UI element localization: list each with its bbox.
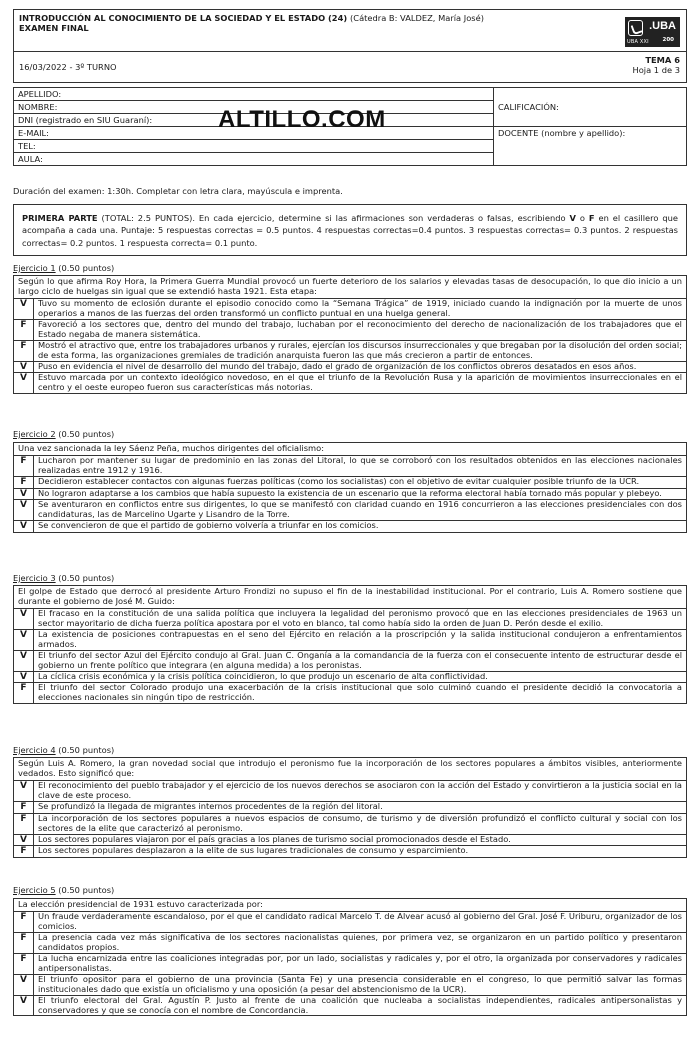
option-text: No lograron adaptarse a los cambios que había supuesto la existencia de un escenario que la reforma electoral había tornado más popular y plebeyo. <box>34 488 687 500</box>
option-row <box>14 361 687 373</box>
field-nombre[interactable]: NOMBRE: <box>14 101 494 114</box>
answer-box[interactable]: V <box>14 500 34 521</box>
header-title-row <box>14 10 686 52</box>
answer-box[interactable]: V <box>14 373 34 394</box>
exercise-stem: La elección presidencial de 1931 estuvo caracterizada por: <box>14 899 687 912</box>
exercise-stem: El golpe de Estado que derrocó al presidente Arturo Frondizi no supuso el fin de la inestabilidad institucional. Por el contrario, Luis A. Romero sostiene que durante el gobierno de José M. Guido: <box>14 586 687 609</box>
option-text: La lucha encarnizada entre las coaliciones integradas por, por un lado, socialistas y radicales y, por el otro, la organizada por conservadores y radicales antipersonalistas. <box>34 953 687 974</box>
option-text: Favoreció a los sectores que, dentro del mundo del trabajo, luchaban por el reconocimiento del derecho de nacionalización de los trabajadores que el Estado negaba de manera sistemática. <box>34 319 687 340</box>
answer-box[interactable]: F <box>14 319 34 340</box>
exercise-table <box>13 275 687 394</box>
option-text: La presencia cada vez más significativa de los sectores nacionalistas quienes, por primera vez, se organizaron en un partido político y presentaron candidatos propios. <box>34 932 687 953</box>
option-row <box>14 974 687 995</box>
exercise-title <box>13 745 114 755</box>
primera-parte-title: PRIMERA PARTE <box>22 213 98 223</box>
exercise-table <box>13 898 687 1016</box>
option-row <box>14 911 687 932</box>
instr-text-a: (TOTAL: 2.5 PUNTOS). En cada ejercicio, determine si las afirmaciones son verdaderas o falsas, escribiendo <box>97 213 570 223</box>
option-text: Estuvo marcada por un contexto ideológico novedoso, en el que el triunfo de la Revolución Rusa y la aparición de movimientos insurreccionales en el centro y el oeste europeo fueron sus características más notorias. <box>34 373 687 394</box>
option-text: La cíclica crisis económica y la crisis política coincidieron, lo que produjo un escenario de alta conflictividad. <box>34 671 687 683</box>
answer-box[interactable]: F <box>14 932 34 953</box>
exercise-points: (0.50 puntos) <box>55 573 115 583</box>
exercise-stem: Según Luis A. Romero, la gran novedad social que introdujo el peronismo fue la incorporación de los sectores populares a ámbitos visibles, anteriormente vedados. Esto significó que: <box>14 758 687 781</box>
option-row <box>14 780 687 801</box>
option-row <box>14 650 687 671</box>
watermark: ALTILLO.COM <box>218 106 386 133</box>
answer-box[interactable]: V <box>14 608 34 629</box>
option-text: El triunfo del sector Azul del Ejército condujo al Gral. Juan C. Onganía a la comandancia de la fuerza con el consecuente intento de estructurar desde el gobierno un frente político que integrara (en alguna medida) a los peronistas. <box>34 650 687 671</box>
answer-box[interactable]: V <box>14 780 34 801</box>
tema-info <box>632 55 680 76</box>
option-text: Mostró el atractivo que, entre los trabajadores urbanos y rurales, ejercían los discursos insurreccionales y que bregaban por la disolución del orden social; de esta forma, las organizaciones gremiales de tradición anarquista fueron las que más crecieron a partir de entonces. <box>34 340 687 361</box>
field-email[interactable]: E-MAIL: <box>14 127 494 140</box>
option-row <box>14 995 687 1016</box>
option-row <box>14 521 687 533</box>
option-row <box>14 608 687 629</box>
answer-box[interactable]: F <box>14 813 34 834</box>
exercise-table <box>13 442 687 533</box>
option-row <box>14 953 687 974</box>
logo-sub-text: 200 <box>662 37 674 44</box>
instr-text-b: en el casillero que acompaña a cada una. Puntaje: 5 respuestas correctas = 0.5 puntos. 4 respuestas correctas=0.4 puntos. 3 respuestas correctas= 0.3 puntos. 2 respuestas correctas= 0.2 puntos. 1 respuesta correcta= 0.1 punto. <box>22 213 679 248</box>
field-tel[interactable]: TEL: <box>14 140 494 153</box>
option-row <box>14 476 687 488</box>
answer-box[interactable]: F <box>14 683 34 704</box>
exercise-label: Ejercicio 4 <box>13 745 56 755</box>
option-row <box>14 834 687 846</box>
exam-date: 16/03/2022 - 3º TURNO <box>19 62 117 72</box>
answer-box[interactable]: V <box>14 629 34 650</box>
exercise-points: (0.50 puntos) <box>55 429 115 439</box>
exercise-table <box>13 757 687 858</box>
course-title: INTRODUCCIÓN AL CONOCIMIENTO DE LA SOCIEDAD Y EL ESTADO (24) (Cátedra B: VALDEZ, María José) <box>19 13 484 23</box>
option-text: Lucharon por mantener su lugar de predominio en las zonas del Litoral, lo que se corroboró con los resultados obtenidos en las elecciones nacionales realizadas entre 1912 y 1916. <box>34 455 687 476</box>
exercise-title <box>13 429 114 439</box>
logo-left-text: UBA XXI <box>627 38 649 45</box>
answer-box[interactable]: V <box>14 995 34 1016</box>
uba-logo <box>625 17 680 47</box>
exam-type: EXAMEN FINAL <box>19 23 89 34</box>
option-text: Se aventuraron en conflictos entre sus dirigentes, lo que se manifestó con claridad cuando en 1916 concurrieron a las elecciones presidenciales con dos candidaturas, las de Marcelino Ugarte y Lisandro de la Torre. <box>34 500 687 521</box>
option-text: Los sectores populares desplazaron a la elite de sus lugares tradicionales de consumo y esparcimiento. <box>34 846 687 858</box>
exercise-label: Ejercicio 3 <box>13 573 56 583</box>
page-count: Hoja 1 de 3 <box>632 65 680 76</box>
field-docente[interactable]: DOCENTE (nombre y apellido): <box>494 127 687 166</box>
answer-box[interactable]: F <box>14 801 34 813</box>
tema-label: TEMA 6 <box>645 55 680 65</box>
answer-box[interactable]: V <box>14 298 34 319</box>
option-text: Se profundizó la llegada de migrantes internos procedentes de la región del litoral. <box>34 801 687 813</box>
answer-box[interactable]: F <box>14 911 34 932</box>
option-text: La incorporación de los sectores populares a nuevos espacios de consumo, de turismo y de diversión profundizó el conflicto cultural y social con los sectores de la elite que caracterizó al peronismo. <box>34 813 687 834</box>
option-row <box>14 671 687 683</box>
exercise-stem: Una vez sancionada la ley Sáenz Peña, muchos dirigentes del oficialismo: <box>14 443 687 456</box>
exam-duration: Duración del examen: 1:30h. Completar con letra clara, mayúscula e imprenta. <box>13 186 343 196</box>
field-calificacion[interactable]: CALIFICACIÓN: <box>494 88 687 127</box>
option-text: La existencia de posiciones contrapuestas en el seno del Ejército en relación a la proscripción y la salida institucional condujeron a enfrentamientos armados. <box>34 629 687 650</box>
exercise-points: (0.50 puntos) <box>55 263 115 273</box>
exercise-label: Ejercicio 5 <box>13 885 56 895</box>
answer-box[interactable]: F <box>14 846 34 858</box>
option-text: Tuvo su momento de eclosión durante el episodio conocido como la “Semana Trágica” de 1919, iniciado cuando la indignación por la muerte de unos operarios a manos de las fuerzas del orden transformó un conflicto puntual en una huelga general. <box>34 298 687 319</box>
answer-box[interactable]: V <box>14 650 34 671</box>
exercise-stem: Según lo que afirma Roy Hora, la Primera Guerra Mundial provocó un fuerte deterioro de los salarios y elevadas tasas de desocupación, lo que dio inicio a un largo ciclo de huelgas sin igual que se extendió hasta 1921. Esta etapa: <box>14 276 687 299</box>
option-text: Se convencieron de que el partido de gobierno volvería a triunfar en los comicios. <box>34 521 687 533</box>
field-dni[interactable]: DNI (registrado en SIU Guaraní): <box>14 114 494 127</box>
answer-box[interactable]: F <box>14 953 34 974</box>
option-row <box>14 813 687 834</box>
option-row <box>14 932 687 953</box>
uba-xxi-icon <box>628 20 643 36</box>
option-row <box>14 500 687 521</box>
logo-right-text: .UBA <box>649 20 676 32</box>
exercise-title <box>13 573 114 583</box>
field-aula[interactable]: AULA: <box>14 153 494 166</box>
exercise-title <box>13 263 114 273</box>
option-row <box>14 319 687 340</box>
option-text: Puso en evidencia el nivel de desarrollo del mundo del trabajo, dado el grado de organización de los conflictos obreros desatados en esos años. <box>34 361 687 373</box>
option-text: El triunfo opositor para el gobierno de una provincia (Santa Fe) y una presencia considerable en el congreso, lo que permitió salvar las formas institucionales dado que existía un oficialismo y una oposición (a pesar del abstencionismo de la UCR). <box>34 974 687 995</box>
answer-box[interactable]: V <box>14 521 34 533</box>
exercise-points: (0.50 puntos) <box>55 745 115 755</box>
option-text: Decidieron establecer contactos con algunas fuerzas políticas (como los socialistas) con el objetivo de evitar cualquier posible triunfo de la UCR. <box>34 476 687 488</box>
answer-box[interactable]: V <box>14 834 34 846</box>
exercise-title <box>13 885 114 895</box>
answer-box[interactable]: V <box>14 974 34 995</box>
catedra: (Cátedra B: VALDEZ, María José) <box>350 13 484 23</box>
option-text: Los sectores populares viajaron por el país gracias a los planes de turismo social promocionados desde el Estado. <box>34 834 687 846</box>
option-text: El fracaso en la constitución de una salida política que incluyera la legalidad del peronismo provocó que en las elecciones presidenciales de 1963 un sector mayoritario de dicha fuerza política apostara por el voto en blanco, tal como había sido la orden de Juan D. Perón desde el exilio. <box>34 608 687 629</box>
option-text: El triunfo del sector Colorado produjo una exacerbación de la crisis institucional que solo culminó cuando el presidente decidió la convocatoria a elecciones nacionales sin ningún tipo de restricción. <box>34 683 687 704</box>
primera-parte-instructions <box>13 204 687 256</box>
option-text: El triunfo electoral del Gral. Agustín P. Justo al frente de una coalición que nucleaba a socialistas independientes, radicales antipersonalistas y conservadores y que se conocía con el nombre de Concordancia. <box>34 995 687 1016</box>
answer-box[interactable]: V <box>14 488 34 500</box>
option-row <box>14 298 687 319</box>
answer-box[interactable]: V <box>14 361 34 373</box>
option-row <box>14 629 687 650</box>
answer-box[interactable]: F <box>14 476 34 488</box>
answer-box[interactable]: V <box>14 671 34 683</box>
instr-f: F <box>588 213 595 223</box>
option-row <box>14 846 687 858</box>
instr-o: o <box>575 213 589 223</box>
field-apellido[interactable]: APELLIDO: <box>14 88 494 101</box>
option-text: El reconocimiento del pueblo trabajador y el ejercicio de los nuevos derechos se asociaron con la acción del Estado y convirtieron a la justicia social en la clave de este proceso. <box>34 780 687 801</box>
instr-v: V <box>569 213 576 223</box>
exercise-table <box>13 585 687 704</box>
option-row <box>14 373 687 394</box>
exam-header <box>13 9 687 83</box>
option-row <box>14 340 687 361</box>
option-row <box>14 455 687 476</box>
option-row <box>14 683 687 704</box>
exercise-label: Ejercicio 1 <box>13 263 56 273</box>
answer-box[interactable]: F <box>14 340 34 361</box>
answer-box[interactable]: F <box>14 455 34 476</box>
exercise-label: Ejercicio 2 <box>13 429 56 439</box>
option-row <box>14 488 687 500</box>
exercise-points: (0.50 puntos) <box>55 885 115 895</box>
option-row <box>14 801 687 813</box>
option-text: Un fraude verdaderamente escandaloso, por el que el candidato radical Marcelo T. de Alvear acusó al gobierno del Gral. José F. Uriburu, organizador de los comicios. <box>34 911 687 932</box>
header-date-row <box>14 52 686 82</box>
